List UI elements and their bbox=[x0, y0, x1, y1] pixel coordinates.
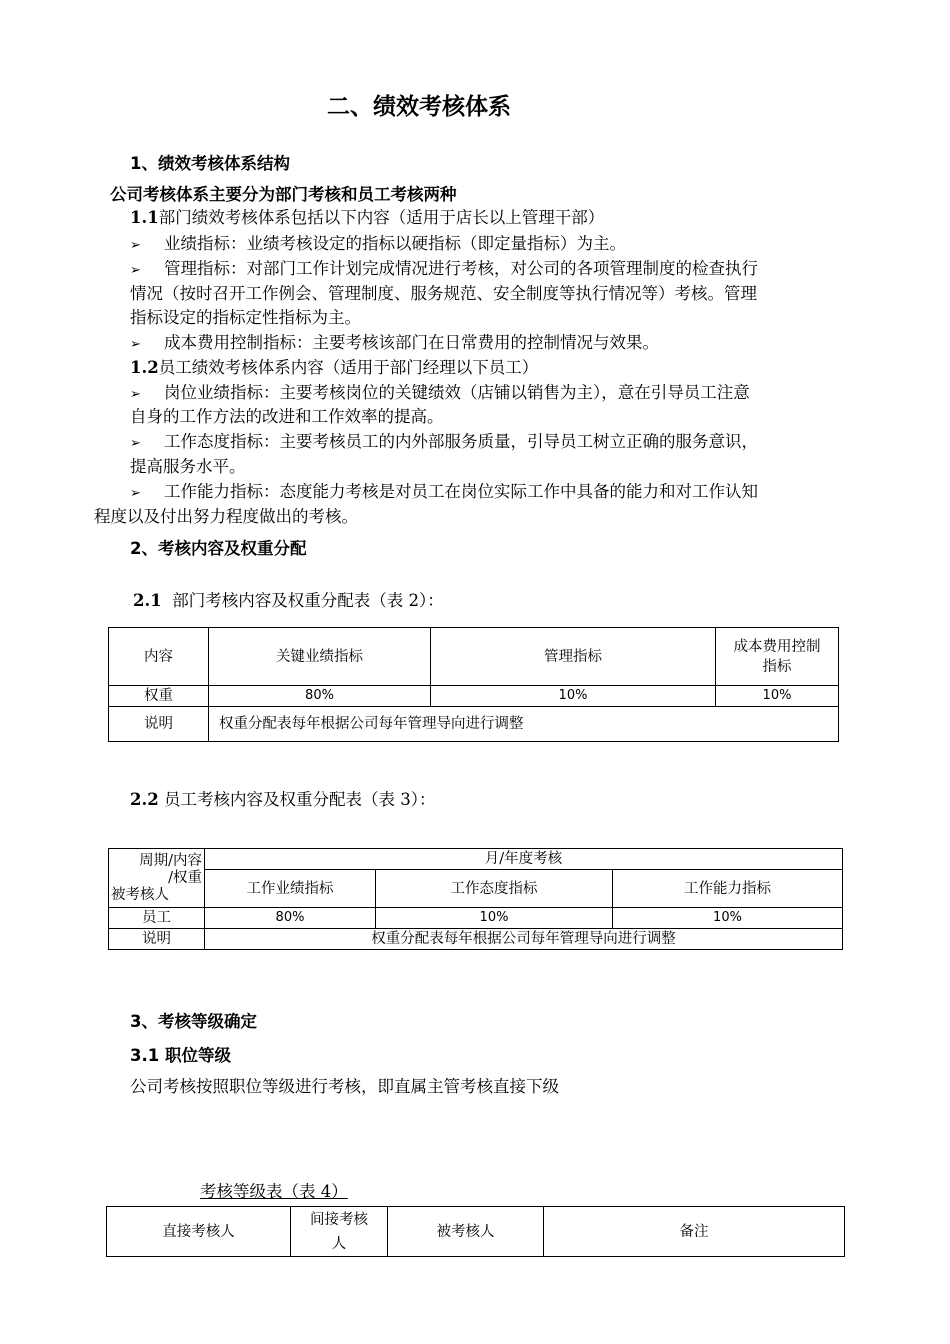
subsection-1-2-number: 1.2 bbox=[130, 358, 159, 377]
table-header-cell bbox=[291, 1207, 388, 1257]
corner-line: 被考核人 bbox=[111, 886, 169, 903]
table-4-caption: 考核等级表（表 4） bbox=[200, 1182, 348, 1201]
bullet-attitude bbox=[130, 429, 758, 456]
bullet-text: 工作态度指标：主要考核员工的内外部服务质量，引导员工树立正确的服务意识， bbox=[164, 432, 758, 451]
table-header-cell: 工作能力指标 bbox=[613, 870, 843, 908]
table-cell: 10% bbox=[431, 686, 716, 707]
bullet-text: 工作能力指标：态度能力考核是对员工在岗位实际工作中具备的能力和对工作认知 bbox=[164, 482, 758, 501]
arrow-bullet-icon: ➢ bbox=[130, 486, 141, 501]
bullet-ability bbox=[130, 479, 758, 506]
table-cell: 权重 bbox=[109, 686, 209, 707]
employee-weight-table bbox=[108, 848, 843, 950]
table-header-cell: 工作业绩指标 bbox=[205, 870, 376, 908]
arrow-bullet-icon: ➢ bbox=[130, 436, 141, 451]
subsection-1-1-number: 1.1 bbox=[130, 208, 159, 227]
header-line: 间接考核 bbox=[310, 1211, 368, 1228]
table-cell: 10% bbox=[613, 908, 843, 929]
subsection-1-1-text: 部门绩效考核体系包括以下内容（适用于店长以上管理干部） bbox=[158, 208, 605, 227]
header-line: 成本费用控制 bbox=[733, 638, 821, 655]
table-3-caption bbox=[130, 787, 435, 812]
section-1-heading: 1、绩效考核体系结构 bbox=[130, 154, 290, 173]
table-2-caption bbox=[133, 588, 444, 613]
table-cell: 员工 bbox=[109, 908, 205, 929]
subsection-3-1: 3.1 职位等级 bbox=[130, 1046, 231, 1065]
arrow-bullet-icon: ➢ bbox=[130, 263, 141, 278]
subsection-1-2 bbox=[130, 355, 538, 380]
bullet-management-line-3: 指标设定的指标定性指标为主。 bbox=[130, 308, 361, 327]
department-weight-table bbox=[108, 627, 839, 742]
table-header-cell: 关键业绩指标 bbox=[209, 628, 431, 686]
section-2-heading: 2、考核内容及权重分配 bbox=[130, 539, 307, 558]
bullet-management-line-2: 情况（按时召开工作例会、管理制度、服务规范、安全制度等执行情况等）考核。管理 bbox=[130, 284, 757, 303]
arrow-bullet-icon: ➢ bbox=[130, 337, 141, 352]
table-2-caption-text: 部门考核内容及权重分配表（表 2）： bbox=[172, 591, 444, 610]
table-3-caption-text: 员工考核内容及权重分配表（表 3）： bbox=[163, 790, 436, 809]
corner-line: 周期/内容 bbox=[139, 852, 202, 869]
bullet-ability-line-2: 程度以及付出努力程度做出的考核。 bbox=[94, 507, 358, 526]
corner-line: /权重 bbox=[168, 869, 202, 886]
bullet-text: 岗位业绩指标：主要考核岗位的关键绩效（店铺以销售为主），意在引导员工注意 bbox=[164, 383, 750, 402]
grade-table bbox=[106, 1206, 845, 1257]
table-corner-cell bbox=[109, 849, 205, 908]
table-cell: 10% bbox=[716, 686, 839, 707]
table-cell: 10% bbox=[376, 908, 613, 929]
arrow-bullet-icon: ➢ bbox=[130, 387, 141, 402]
section-3-heading: 3、考核等级确定 bbox=[130, 1012, 257, 1031]
table-header-cell: 被考核人 bbox=[388, 1207, 544, 1257]
section-3-text: 公司考核按照职位等级进行考核，即直属主管考核直接下级 bbox=[130, 1077, 559, 1096]
subsection-1-2-text: 员工绩效考核体系内容（适用于部门经理以下员工） bbox=[158, 358, 539, 377]
table-header-cell: 工作态度指标 bbox=[376, 870, 613, 908]
bullet-text: 成本费用控制指标：主要考核该部门在日常费用的控制情况与效果。 bbox=[164, 333, 659, 352]
section-1-intro: 公司考核体系主要分为部门考核和员工考核两种 bbox=[110, 185, 457, 204]
bullet-text: 管理指标：对部门工作计划完成情况进行考核，对公司的各项管理制度的检查执行 bbox=[164, 259, 758, 278]
table-header-cell bbox=[716, 628, 839, 686]
bullet-cost bbox=[130, 330, 659, 357]
table-2-number: 2.1 bbox=[133, 591, 162, 610]
arrow-bullet-icon: ➢ bbox=[130, 238, 141, 253]
table-3-number: 2.2 bbox=[130, 790, 159, 809]
table-cell: 说明 bbox=[109, 707, 209, 742]
table-cell: 说明 bbox=[109, 929, 205, 950]
table-header-cell: 直接考核人 bbox=[107, 1207, 291, 1257]
table-cell: 80% bbox=[205, 908, 376, 929]
table-header-cell: 月/年度考核 bbox=[205, 849, 843, 870]
header-line: 人 bbox=[331, 1235, 347, 1252]
table-header-cell: 备注 bbox=[544, 1207, 845, 1257]
bullet-management bbox=[130, 256, 758, 283]
table-header-cell: 内容 bbox=[109, 628, 209, 686]
bullet-post-performance bbox=[130, 380, 750, 407]
header-line: 指标 bbox=[762, 658, 792, 675]
subsection-1-1 bbox=[130, 205, 604, 230]
page-title: 二、绩效考核体系 bbox=[327, 94, 511, 120]
bullet-text: 业绩指标：业绩考核设定的指标以硬指标（即定量指标）为主。 bbox=[164, 234, 626, 253]
bullet-post-performance-line-2: 自身的工作方法的改进和工作效率的提高。 bbox=[130, 407, 444, 426]
bullet-performance bbox=[130, 231, 626, 258]
table-cell: 权重分配表每年根据公司每年管理导向进行调整 bbox=[205, 929, 843, 950]
table-header-cell: 管理指标 bbox=[431, 628, 716, 686]
table-cell: 权重分配表每年根据公司每年管理导向进行调整 bbox=[209, 707, 839, 742]
bullet-attitude-line-2: 提高服务水平。 bbox=[130, 457, 246, 476]
table-cell: 80% bbox=[209, 686, 431, 707]
